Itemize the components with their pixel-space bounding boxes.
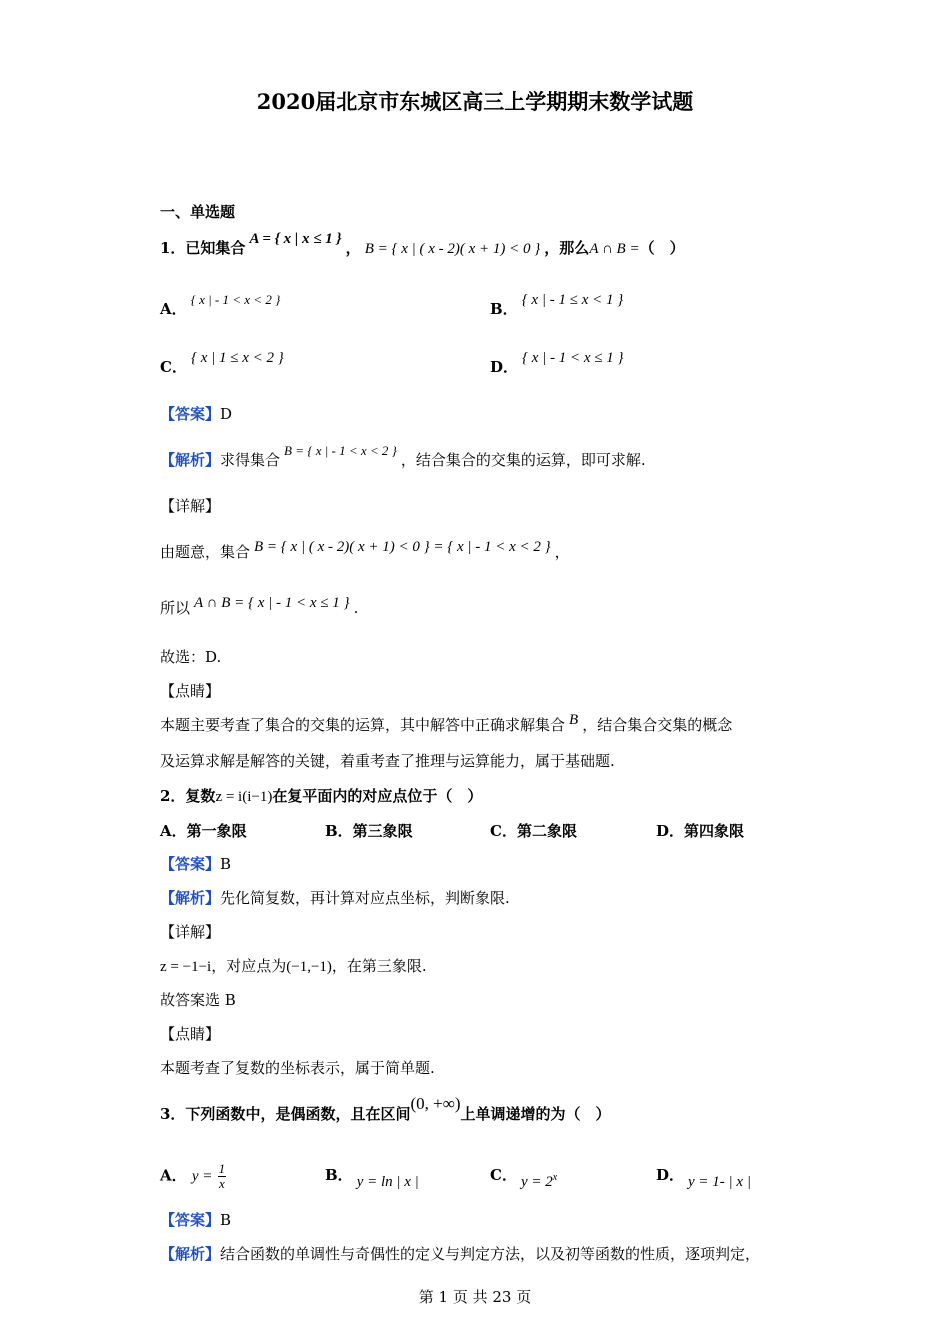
q3-answer — [160, 1210, 231, 1230]
q1-option-b-math: { x | - 1 ≤ x < 1 } — [521, 292, 624, 308]
page-title: 2020届北京市东城区高三上学期期末数学试题 — [256, 89, 694, 114]
q1-comment1-math: B — [569, 712, 579, 728]
q1-option-c — [160, 350, 288, 377]
analysis-tag: 【解析】 — [160, 1245, 221, 1263]
q1-detail-line-1 — [160, 539, 570, 563]
analysis-tag: 【解析】 — [160, 451, 221, 469]
q2-option-b: B．第三象限 — [325, 822, 413, 840]
q1-set-b: B = { x | ( x - 2)( x + 1) < 0 } — [364, 241, 541, 257]
q1-ask: A ∩ B = — [589, 241, 640, 257]
answer-tag: 【答案】 — [160, 855, 221, 873]
q3-option-b-math: y = ln | x | — [356, 1174, 419, 1190]
q3-prefix: 3．下列函数中，是偶函数，且在区间 — [160, 1105, 411, 1123]
q1-detail2-math: A ∩ B = { x | - 1 < x ≤ 1 } — [194, 595, 350, 611]
q3-option-a-numerator: 1 — [218, 1161, 226, 1176]
q1-detail-line-3: 故选：D. — [160, 648, 222, 666]
q3-option-c-label: C． — [490, 1166, 517, 1184]
q2-option-d: D．第四象限 — [656, 822, 745, 840]
q3-interval: (0, +∞) — [410, 1094, 461, 1113]
question-1 — [160, 231, 685, 259]
q3-option-c-base: y = 2 — [520, 1174, 553, 1190]
q3-option-b-label: B． — [325, 1166, 353, 1184]
q1-detail1-math: B = { x | ( x - 2)( x + 1) < 0 } = { x | - 1 < x < 2 } — [254, 539, 551, 555]
q1-option-d-math: { x | - 1 < x ≤ 1 } — [522, 350, 624, 366]
q1-set-a: A = { x | x ≤ 1 } — [249, 231, 342, 247]
page-footer: 第 1 页 共 23 页 — [418, 1288, 532, 1306]
q1-option-b-label: B． — [490, 300, 518, 318]
q1-paren: （ ） — [639, 239, 685, 257]
q3-answer-value: B — [220, 1211, 232, 1229]
q2-detail1-math2: (−1,−1) — [286, 959, 332, 975]
q1-option-a-label: A． — [160, 300, 187, 318]
q3-option-c — [490, 1164, 561, 1190]
question-2 — [160, 786, 482, 807]
q3-option-c-exponent: x — [552, 1172, 558, 1183]
q3-option-d-label: D． — [656, 1166, 685, 1184]
q3-option-a-denominator: x — [219, 1176, 225, 1191]
q3-option-a-fraction — [218, 1162, 227, 1191]
q2-suffix: 在复平面内的对应点位于（ ） — [272, 787, 483, 805]
q1-comment1-post: ，结合集合交集的概念 — [582, 716, 733, 734]
q1-option-d-label: D． — [490, 358, 519, 376]
q1-comment-line-2: 及运算求解是解答的关键，着重考查了推理与运算能力，属于基础题. — [160, 752, 615, 770]
q1-option-c-label: C． — [160, 358, 187, 376]
q2-detail-line-2: 故答案选 B — [160, 991, 236, 1009]
q1-detail-line-2 — [160, 595, 359, 619]
q2-detail1-math: z = −1−i — [160, 959, 212, 975]
q1-detail1-post: ， — [554, 543, 570, 561]
q2-detail-heading: 【详解】 — [160, 923, 221, 941]
q1-answer-value: D — [220, 405, 233, 423]
q1-option-b — [490, 292, 627, 319]
q3-option-b — [325, 1164, 423, 1190]
answer-tag: 【答案】 — [160, 1211, 221, 1229]
q3-analysis — [160, 1244, 760, 1264]
q1-detail2-post: . — [353, 599, 359, 617]
q2-option-a: A．第一象限 — [160, 822, 247, 840]
section-heading: 一、单选题 — [160, 203, 236, 221]
q2-detail1-mid: ，对应点为 — [211, 957, 287, 975]
q1-detail-heading: 【详解】 — [160, 497, 221, 515]
q2-comment-heading: 【点睛】 — [160, 1025, 221, 1043]
q1-comment-line-1 — [160, 712, 733, 736]
q1-comment-heading: 【点睛】 — [160, 682, 221, 700]
q2-detail1-post: ，在第三象限. — [331, 957, 427, 975]
answer-tag: 【答案】 — [160, 405, 221, 423]
q1-answer — [160, 404, 232, 424]
q3-option-d-math: y = 1- | x | — [688, 1174, 751, 1190]
q1-analysis-math: B = { x | - 1 < x < 2 } — [284, 443, 397, 458]
q3-option-a-label: A． — [160, 1166, 187, 1185]
question-3 — [160, 1094, 611, 1124]
q1-prefix: 1．已知集合 — [160, 239, 246, 257]
q1-sep: ， — [345, 239, 361, 257]
q2-prefix: 2．复数 — [160, 787, 216, 805]
q1-analysis-post: ，结合集合的交集的运算，即可求解. — [400, 451, 646, 469]
q2-detail-line-1 — [160, 956, 427, 977]
q3-suffix: 上单调递增的为（ ） — [460, 1105, 611, 1123]
analysis-tag: 【解析】 — [160, 889, 221, 907]
q2-answer — [160, 854, 231, 874]
q2-math: z = i(i−1) — [215, 789, 273, 805]
q3-analysis-text: 结合函数的单调性与奇偶性的定义与判定方法，以及初等函数的性质，逐项判定， — [220, 1245, 761, 1263]
q1-comment1-pre: 本题主要考查了集合的交集的运算，其中解答中正确求解集合 — [160, 716, 566, 734]
q1-analysis — [160, 443, 646, 471]
q1-analysis-pre: 求得集合 — [220, 451, 281, 469]
q2-option-c: C．第二象限 — [490, 822, 577, 840]
q1-detail1-pre: 由题意，集合 — [160, 543, 251, 561]
q3-option-a — [160, 1162, 226, 1191]
q2-analysis-text: 先化简复数，再计算对应点坐标，判断象限. — [220, 889, 510, 907]
q2-answer-value: B — [220, 855, 232, 873]
q1-suffix: ，那么 — [544, 239, 590, 257]
q2-comment-line: 本题考查了复数的坐标表示，属于简单题. — [160, 1059, 435, 1077]
q1-option-d — [490, 350, 628, 377]
q3-option-a-lhs: y = — [191, 1168, 213, 1185]
q3-option-d — [656, 1164, 755, 1190]
q1-option-a-math: { x | - 1 < x < 2 } — [190, 292, 281, 307]
q1-option-a — [160, 292, 284, 319]
q2-analysis — [160, 888, 510, 908]
q1-detail2-pre: 所以 — [160, 599, 191, 617]
q1-option-c-math: { x | 1 ≤ x < 2 } — [190, 350, 284, 366]
